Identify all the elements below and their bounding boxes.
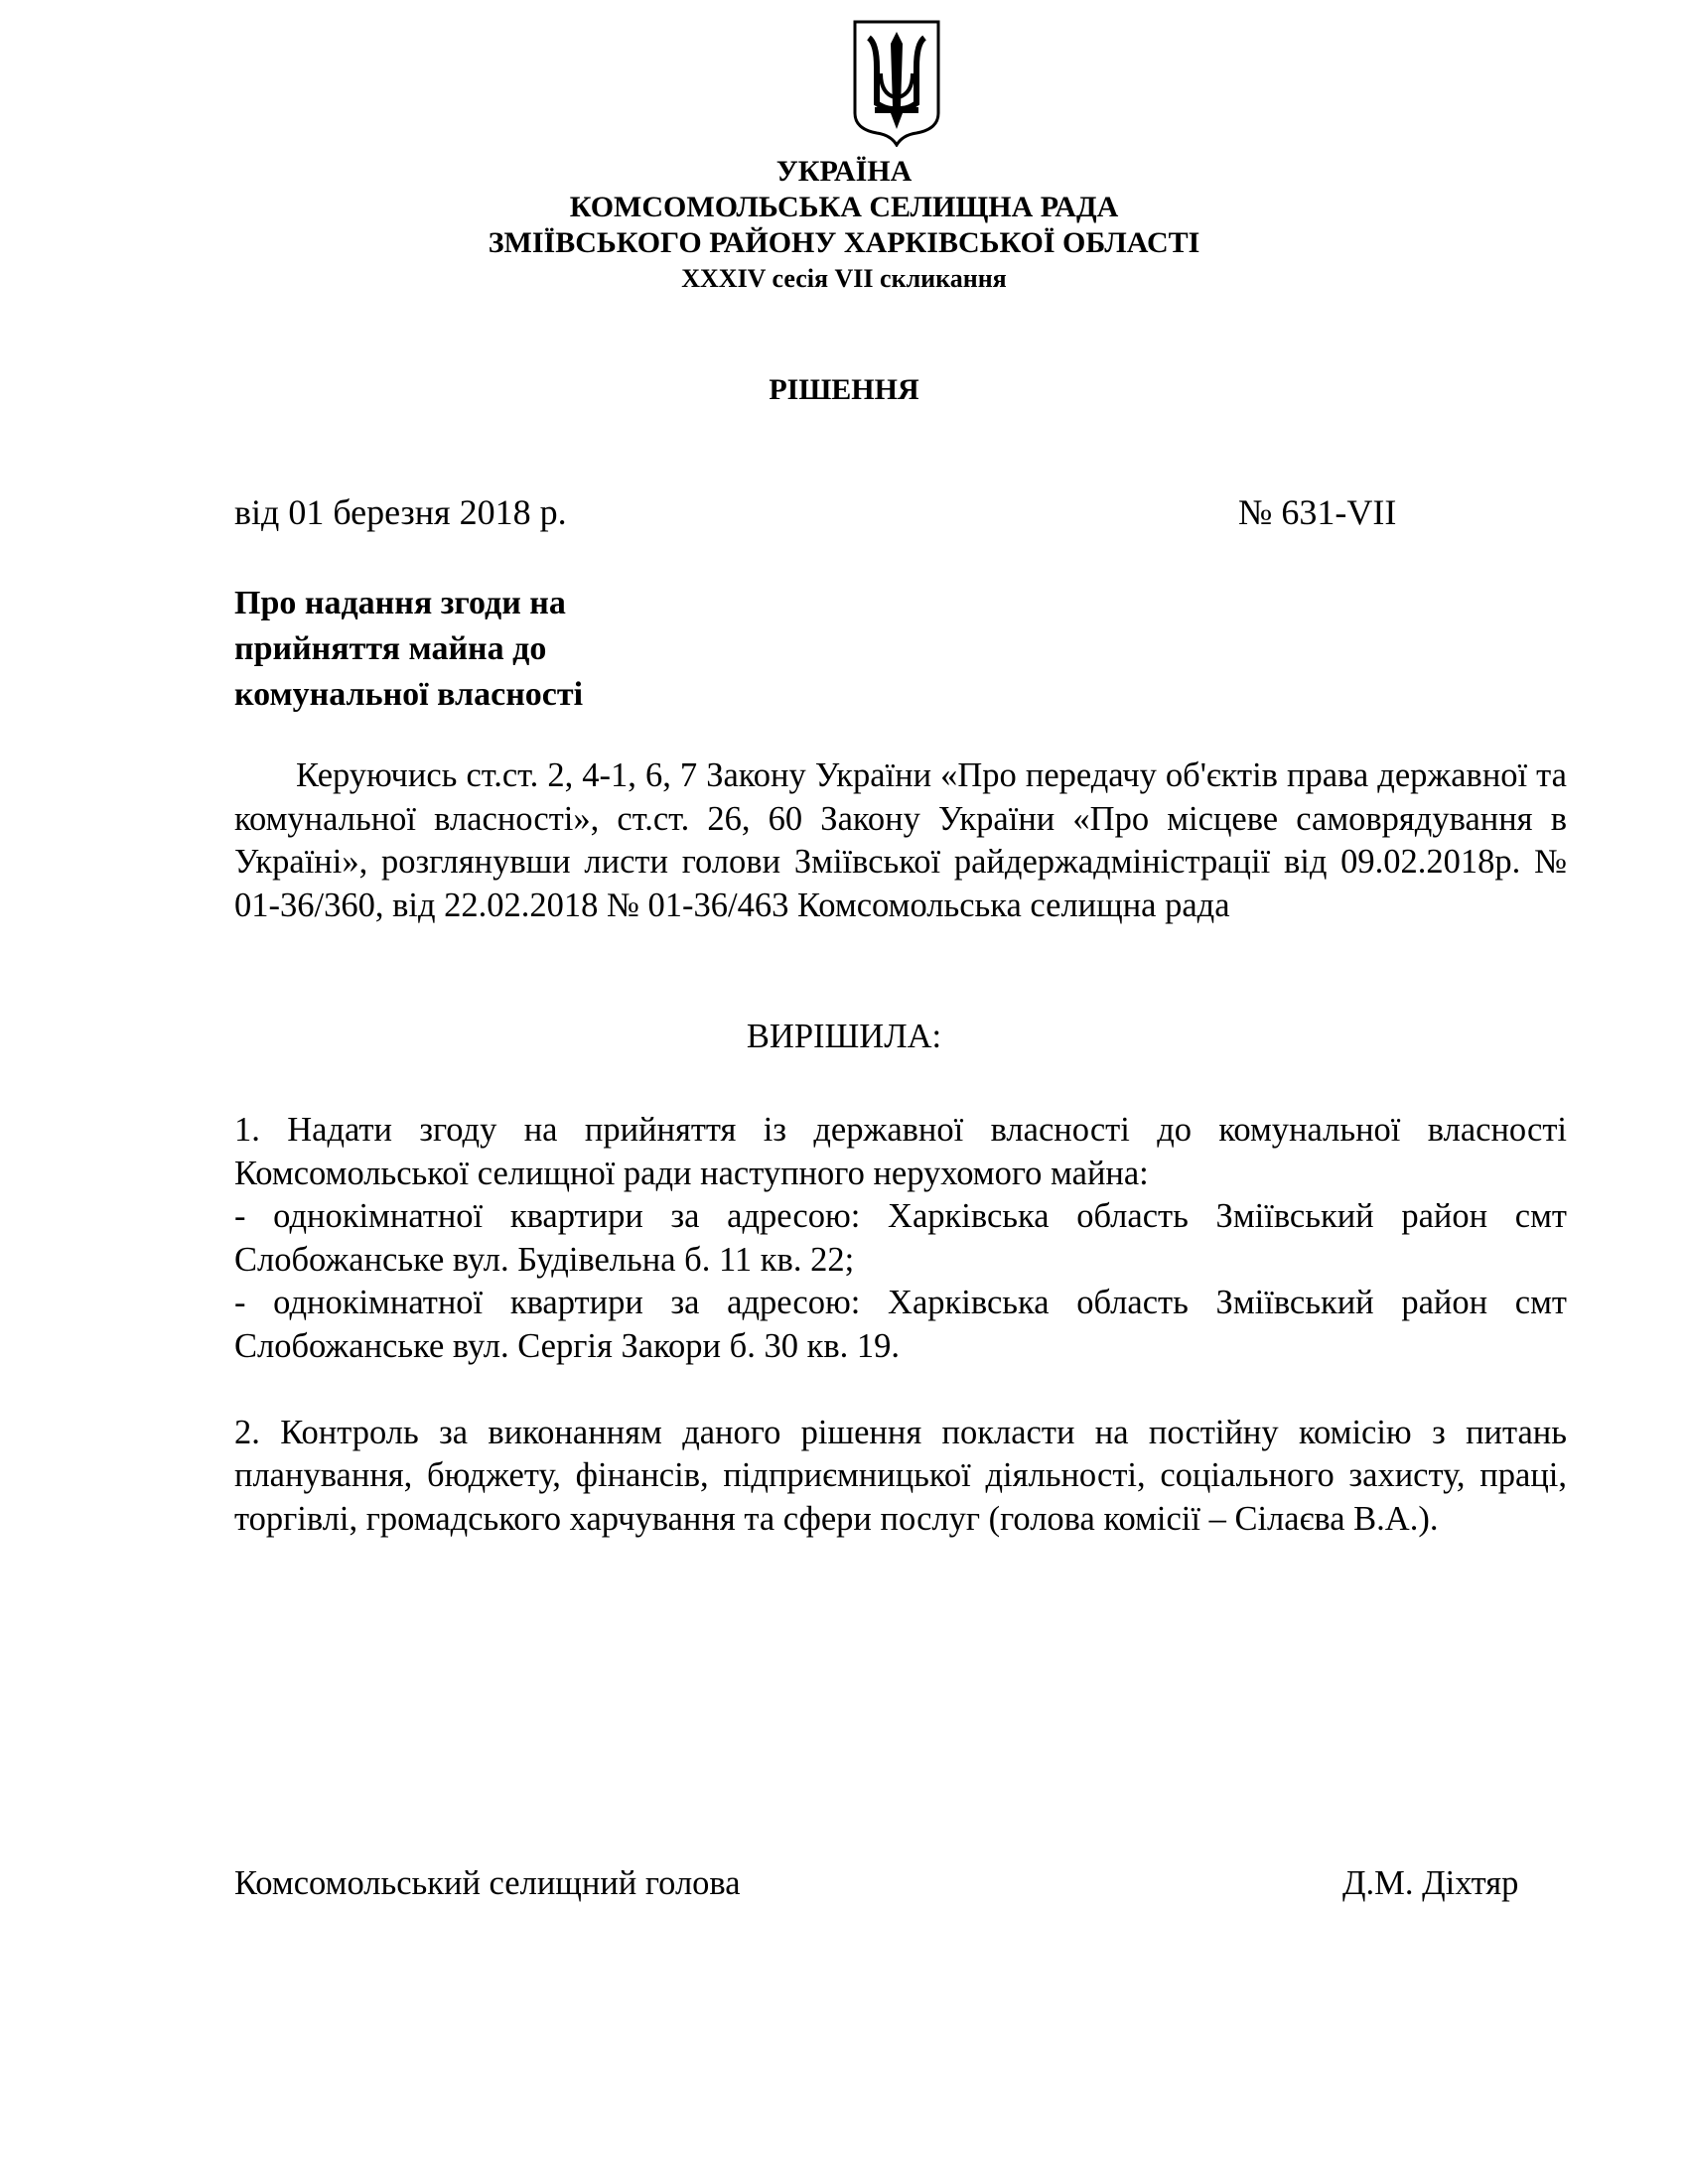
subject-line: комунальної власності [234,676,584,713]
header-district: ЗМІЇВСЬКОГО РАЙОНУ ХАРКІВСЬКОЇ ОБЛАСТІ [488,226,1200,259]
signatory-name: Д.М. Діхтяр [1342,1864,1519,1902]
decision-items [234,1109,1567,1541]
decision-subject [234,581,830,718]
item-2: 2. Контроль за виконанням даного рішення покласти на постійну комісію з питань планування, бюджету, фінансів, підприємницької діяльності, соціального захисту, праці, торгівлі, громадського харчування та сфери послуг (голова комісії – Сілаєва В.А.). [234,1413,1567,1538]
subject-line: прийняття майна до [234,630,547,667]
item-1-sub-1: - однокімнатної квартири за адресою: Харківська область Зміївський район смт Слобожанське вул. Будівельна б. 11 кв. 22; [234,1197,1567,1279]
trident-emblem-icon [851,18,942,147]
subject-line: Про надання згоди на [234,585,566,621]
document-title: РІШЕННЯ [769,373,919,406]
header-council: КОМСОМОЛЬСЬКА СЕЛИЩНА РАДА [569,191,1119,223]
decision-number: № 631-VII [1238,492,1397,532]
document-header [0,154,1688,297]
preamble-paragraph: Керуючись ст.ст. 2, 4-1, 6, 7 Закону України «Про передачу об'єктів права державної та комунальної власності», ст.ст. 26, 60 Закону України «Про місцеве самоврядування в Україні», розглянувши листи голови Зміївської райдержадміністрації від 09.02.2018р. № 01-36/360, від 22.02.2018 № 01-36/463 Комсомольська селищна рада [234,756,1567,924]
resolved-heading: ВИРІШИЛА: [746,1018,942,1055]
header-country: УКРАЇНА [775,155,913,188]
item-1-sub-2: - однокімнатної квартири за адресою: Харківська область Зміївський район смт Слобожанське вул. Сергія Закори б. 30 кв. 19. [234,1284,1567,1365]
signatory-position: Комсомольський селищний голова [234,1864,741,1902]
header-session: XXXIV сесія VII скликання [681,264,1007,293]
decision-date: від 01 березня 2018 р. [234,492,567,532]
item-1-main: 1. Надати згоду на прийняття із державної власності до комунальної власності Комсомольської селищної ради наступного нерухомого майна: [234,1111,1567,1192]
